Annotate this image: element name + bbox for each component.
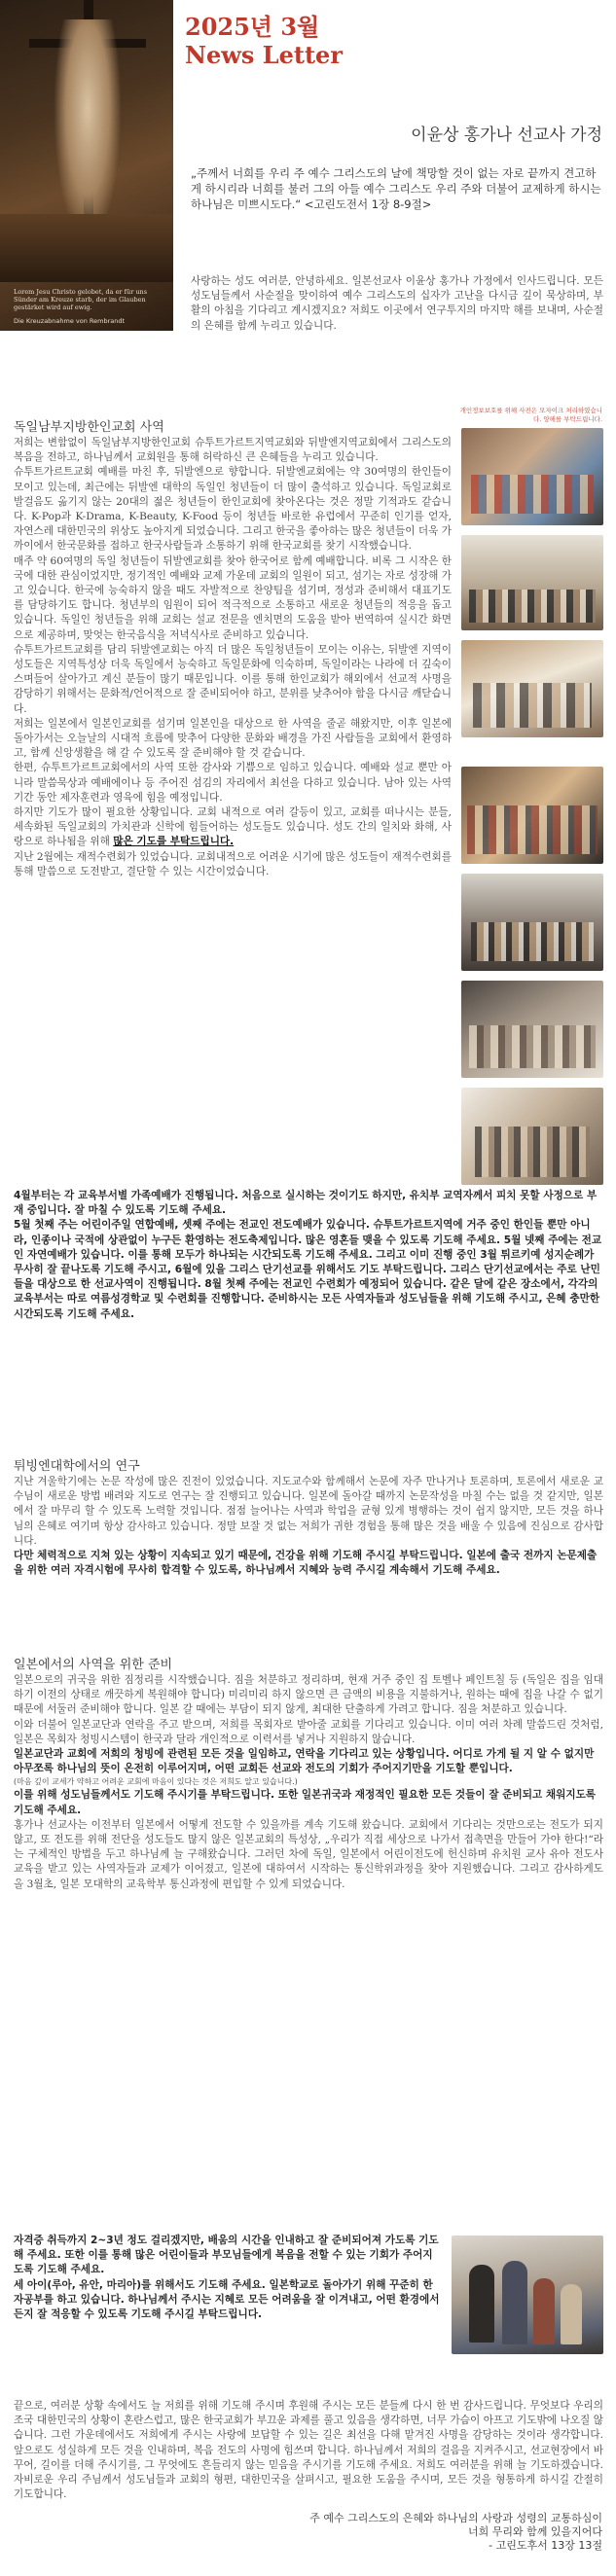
closing-blessing-line1: 주 예수 그리스도의 은혜와 하나님의 사랑과 성령의 교통하심이 [309,2512,602,2524]
small-note: (마음 깊이 교세가 약하고 어려운 교회에 마음이 있다는 것은 저희도 알고 있습니다.) [14,1777,298,1787]
greeting-paragraph: 사랑하는 성도 여러분, 안녕하세요. 일본선교사 이윤상 홍가나 가정에서 인사드립니다. 모든 성도님들께서 사순절을 맞이하여 예수 그리스도의 십자가 고난을 다시금 깊이 묵상하며, 부활의 아침을 기다리고 계시겠지요? 저희도 이곳에서 연구투지의 마지막 해를 보내며, 사순절의 은혜를 함께 누리고 있습니다. [191,275,603,332]
bible-verse: „주께서 너희를 우리 주 예수 그리스도의 날에 책망할 것이 없는 자로 끝까지 견고하게 하시리라 너희를 불러 그의 아들 예수 그리스도 우리 주와 더불어 교제하게 하시는 하나님은 미쁘시도다.“ <고린도전서 1장 8-9절> [191,166,601,211]
christ-figure-shape [54,19,122,243]
paragraph: 지난 2월에는 재적수련회가 있었습니다. 교회내적으로 어려운 시기에 많은 성도들이 재적수련회를 통해 말씀으로 도전받고, 결단할 수 있는 시간이었습니다. [14,850,452,877]
paragraph: 슈투트가르트교회를 담리 뒤발엔교회는 아직 더 많은 독일청년들이 모이는 이유는, 뒤발엔 지역이 성도들은 지역특성상 더욱 독일에서 능숙하고 독일문화에 익숙하며, 독일이라는 나라에 더 깊숙이 스며들어 살아가고 계신 분들이 많기 때문입니다. 이를 통해 한인교회가 해외에서 선교적 사명을 감당하기 위해서는 문화적/언어적으로 잘 준비되어야 하고, 분위를 낮추어야 함을 다시금 깨닫습니다. [14,643,452,715]
family-photo [452,2236,603,2354]
section-title-japan: 일본에서의 사역을 위한 준비 [14,1658,173,1672]
church-photo-3 [461,640,603,737]
rembrandt-painting [0,0,173,331]
prayer-request-highlight: 많은 기도를 부탁드립니다. [113,836,235,848]
prayer-request: 자격증 취득까지 2~3년 정도 걸리겠지만, 배움의 시간을 인내하고 잘 준비되어져 가도록 기도해 주세요. 또한 이를 통해 많은 어린이들과 부모님들에게 복음을 전할 수 있는 기회가 주어지도록 기도해 주세요. [14,2235,439,2276]
church-photo-4 [461,767,603,864]
section-title-research: 튀빙엔대학에서의 연구 [14,1459,140,1474]
section-church-body [14,436,452,879]
paragraph: 지난 겨울학기에는 논문 작성에 많은 진전이 있었습니다. 지도교수와 함께해서 논문에 자주 만나거나 토론하며, 토론에서 새로운 교수님이 새로운 방법 배려와 지도로 연구는 잘 진행되고 있습니다. 일본에 돌아갈 때까지 논문작성을 마칠 수는 없을 것 같지만, 일본에서 잘 마무리 할 수 있도록 노력할 것입니다. 점점 늘어나는 사역과 학업을 균형 있게 병행하는 것이 쉽지 않지만, 모든 것을 하나님의 은혜로 여기며 항상 감사하고 있습니다. 정말 보잘 것 없는 저희가 귀한 경험을 통해 많은 것을 배울 수 있음에 진심으로 감사합니다. [14,1476,603,1547]
section-japan-children [14,2234,442,2322]
closing-verse-reference: - 고린도후서 13장 13절 [489,2539,602,2552]
prayer-request: 일본교단과 교회에 저희의 청빙에 관련된 모든 것을 일임하고, 연락을 기다리고 있는 상황입니다. 어디로 가게 될 지 알 수 없지만 아무쪼록 하나님의 뜻이 온전히 이루어지며, 어떤 교회든 선교와 전도의 기회가 주어지기만을 기도할 뿐입니다. [14,1748,595,1775]
church-photo-2 [461,535,603,630]
section-japan-body [14,1673,603,1892]
painting-credit: Die Kreuzabnahme von Rembrandt [14,317,126,325]
prayer-request: 세 아이(루아, 유안, 마리아)를 위해서도 기도해 주세요. 일본학교로 돌아가기 위해 꾸준히 한자공부를 하고 있습니다. 하나님께서 주시는 지혜로 모든 어려움을 잘 이겨내고, 어떤 환경에서든지 잘 적응할 수 있도록 기도해 주시길 부탁드립니다. [14,2278,440,2321]
prayer-request: 5월 첫째 주는 어린이주일 연합예배, 셋째 주에는 전교인 전도예배가 있습니다. 슈투트가르트지역에 거주 중인 한인들 뿐만 아니라, 인종이나 국적에 상관없이 누구든 환영하는 전도축제입니다. 많은 영혼들 맺을 수 있도록 기도해 주세요. 5월 넷째 주에는 전교인 자연예배가 있습니다. 이를 통해 모두가 하나되는 시간되도록 기도해 주세요. 그리고 이미 진행 중인 3월 튀르키예 성지순례가 무사히 잘 끝나도록 기도해 주시고, 6월에 있을 그리스 단기선교를 위해서도 기도 부탁드립니다. 그리스 단기선교에서는 주로 난민들을 대상으로 한 선교사역이 진행됩니다. 8월 첫째 주에는 전교인 수련회가 예정되어 있습니다. 같은 달에 같은 장소에서, 각각의 교육부서는 따로 여름성경학교 및 수련회를 진행합니다. 준비하시는 모든 사역자들과 성도님들을 위해 기도해 주시고, 은혜 충만한 시간되도록 기도해 주세요. [14,1219,602,1320]
paragraph: 일본으로의 귀국을 위한 짐정리를 시작했습니다. 짐을 처분하고 정리하며, 현재 거주 중인 집 토벨나 페인트칠 등 (독일은 집을 임대하기 이전의 상태로 깨끗하게 복원해야 합니다) 미리미리 하지 않으면 큰 금액의 비용을 지불하거나, 원하는 때에 집을 나갈 수 없기 때문에 서둘러 준비해야 합니다. 일본 갈 때에는 부담이 되지 않게, 최대한 단출하게 가려고 합니다. 짐을 처분하고 있습니다. [14,1674,603,1716]
section-research-body [14,1475,603,1578]
church-photo-1 [461,428,603,525]
paragraph: 매주 약 60여명의 독일 청년들이 뒤발엔교회를 찾아 한국어로 함께 예배합니다. 비록 그 시작은 한국에 대한 관심이었지만, 정기적인 예배와 교제 가운데 교회의 일원이 되고, 섬기는 자로 성장해 가고 있습니다. 한국에 능숙하지 않을 때도 자발적으로 찬양팀을 섬기며, 정성과 준비해서 대표기도를 담당하기도 합니다. 청년부의 임원이 되어 적극적으로 소통하고 새로운 청년들의 적응을 돕고 있습니다. 독일인 청년들을 위해 교회는 설교 전문을 엔치면의 도움을 받아 번역하여 실시간 화면으로 제공하며, 맞엇는 한국음식을 저녁식사로 준비하고 있습니다. [14,555,452,641]
painting-caption: Lorem Jesu Christo gelobet, da er für uns Sünder am Kreuze starb, der im Glauben gestärket wird auf ewig. [14,288,148,311]
section-title-church: 독일남부지방한인교회 사역 [14,420,164,435]
church-photo-6 [461,981,603,1078]
church-photo-7 [461,1088,603,1185]
missionary-family: 이윤상 홍가나 선교사 가정 [411,125,602,145]
closing-paragraph: 끝으로, 여러분 상황 속에서도 늘 저희를 위해 기도해 주시며 후원해 주시는 모든 분들께 다시 한 번 감사드립니다. 무엇보다 우리의 조국 대한민국의 상황이 혼란스럽고, 많은 한국교회가 부끄운 과제를 풀고 있음을 생각하면, 너무 가슴이 아프고 기도밖에 나오질 않습니다. 그런 가운데에서도 저희에게 주시는 사랑에 보답할 수 있는 길은 최선을 다해 맡겨진 사명을 감당하는 것이라 생각합니다. 앞으로도 성실하게 모든 것을 인내하며, 복음 전도의 사명에 힘쓰며 합니다. 하나님께서 저희의 걸음을 지켜주시고, 선교현장에서 바꾸어, 길이를 더해 주시기를, 그 무엇에도 흔들리지 않는 믿음을 주시기를 기도해 주세요. 저희도 여러분을 위해 늘 기도하겠습니다. 자비로운 우리 주님께서 성도님들과 교회의 형편, 대한민국을 살펴시고, 필요한 도움을 주시며, 모든 것을 형통하게 하시길 간절히 기도합니다. [14,2400,603,2501]
church-photo-5 [461,874,603,971]
paragraph: 이와 더불어 일본교단과 연락을 주고 받으며, 저희를 목회자로 받아줄 교회를 기다리고 있습니다. 이미 여러 차례 말씀드린 것처럼, 일본은 목회자 청빙시스템이 한국과 달라 개인적으로 이력서를 넣거나 지원하지 않습니다. [14,1718,603,1745]
prayer-request: 이를 위해 성도님들께서도 기도해 주시기를 부탁드립니다. 또한 일본귀국과 재정적인 필요한 모든 것들이 잘 준비되고 채워지도록 기도해 주세요. [14,1789,597,1816]
prayer-request: 4월부터는 각 교육부서별 가족예배가 진행됩니다. 처음으로 실시하는 것이기도 하지만, 유치부 교역자께서 피치 못할 사정으로 부재 중입니다. 잘 마칠 수 있도록 기도해 주세요. [14,1190,598,1217]
paragraph [14,805,452,850]
closing-blessing-line2: 너희 무리와 함께 있을지어다 [467,2525,602,2538]
prayer-request: 다만 체력적으로 지쳐 있는 상황이 지속되고 있기 때문에, 건강을 위해 기도해 주시길 부탁드립니다. 일본에 출국 전까지 논문제출을 위한 여러 자격시험에 무사히 합격할 수 있도록, 하나님께서 지혜와 능력 주시길 계속해서 기도해 주세요. [14,1550,598,1577]
paragraph: 저희는 일본에서 일본인교회를 섬기며 일본인을 대상으로 한 사역을 줄곧 해왔지만, 이후 일본에 돌아가서는 오늘날의 시대적 흐름에 맞추어 다양한 문화와 배경을 가진 사람들을 교회에서 환영하고, 함께 신앙생활을 해 갈 수 있도록 잘 준비해야 할 것 같습니다. [14,717,452,760]
paragraph: 슈투트가르트교회 예배를 마친 후, 뒤발엔으로 향합니다. 뒤발엔교회에는 약 30여명의 한인들이 모이고 있는데, 최근에는 뒤발엔 대학의 독일인 청년들이 더 많이 출석하고 있습니다. 독일교회로 발걸음도 옮기지 않는 20대의 젊은 청년들이 한인교회에 찾아온다는 것은 정말 기적과도 같습니다. K-Pop과 K-Drama, K-Beauty, K-Food 등이 청년들 바로한 유럽에서 꾸준히 인기를 얻자, 자연스레 대한민국의 위상도 높아지게 되었습니다. 그리고 한국을 좋아하는 많은 청년들이 더욱 가까이에서 한국문화를 접하고 한국사람들과 소통하기 위해 한국교회를 찾기 시작했습니다. [14,466,452,553]
newsletter-date: 2025년 3월 [185,13,320,41]
newsletter-title: News Letter [185,41,343,69]
paragraph: 홍가나 선교사는 이전부터 일본에서 어떻게 전도할 수 있을까를 계속 기도해 왔습니다. 교회에서 기다리는 것만으로는 전도가 되지 않고, 또 전도를 위해 전단을 성도들도 많지 않은 일본교회의 특성상, „우리가 직접 세상으로 나가서 접촉면을 만들어 가야 한다!“라는 구체적인 방법을 두고 하나님께 늘 구해왔습니다. 그러던 차에 독일, 일본에서 어린이전도에 헌신하며 유치원 교사 유아 전도사 교육을 받고 있는 사역자들과 교제가 이어졌고, 일본에 대하여서 시작하는 통신학위과정을 찾아 지원했습니다. 그리고 감사하게도 올 3월초, 일본 모대학의 교육학부 통신과정에 편입할 수 있게 되었습니다. [14,1818,603,1890]
paragraph: 한편, 슈투트가르트교회에서의 사역 또한 감사와 기쁨으로 임하고 있습니다. 예배와 설교 뿐만 아니라 말씀묵상과 예배에이나 등 주어진 섬김의 자리에서 최선을 다하고 있습니다. 남아 있는 사역기간 동안 제자훈련과 영육에 힘을 예정입니다. [14,762,452,804]
paragraph: 저희는 변함없이 독일남부지방한인교회 슈투트가르트지역교회와 뒤발엔지역교회에서 그리스도의 복음을 전하고, 하나님께서 교회원을 통해 허락하신 큰 은혜들을 누리고 있습니다. [14,437,452,464]
paragraph-text: 하지만 기도가 많이 필요한 상황입니다. 교회 내적으로 여러 갈등이 있고, 교회를 떠나시는 분들, 세속화된 독일교회의 가치관과 신학에 힘들어하는 성도들도 있습니다. 성도 간의 일치와 화해, 사랑으로 하나됨을 위해 [14,806,452,848]
crowd-shape [0,214,173,282]
privacy-note: 개인정보보호를 위해 사진은 모자이크 처리하였습니다. 양해를 부탁드립니다. [459,407,602,423]
section-church-prayer [14,1189,603,1322]
